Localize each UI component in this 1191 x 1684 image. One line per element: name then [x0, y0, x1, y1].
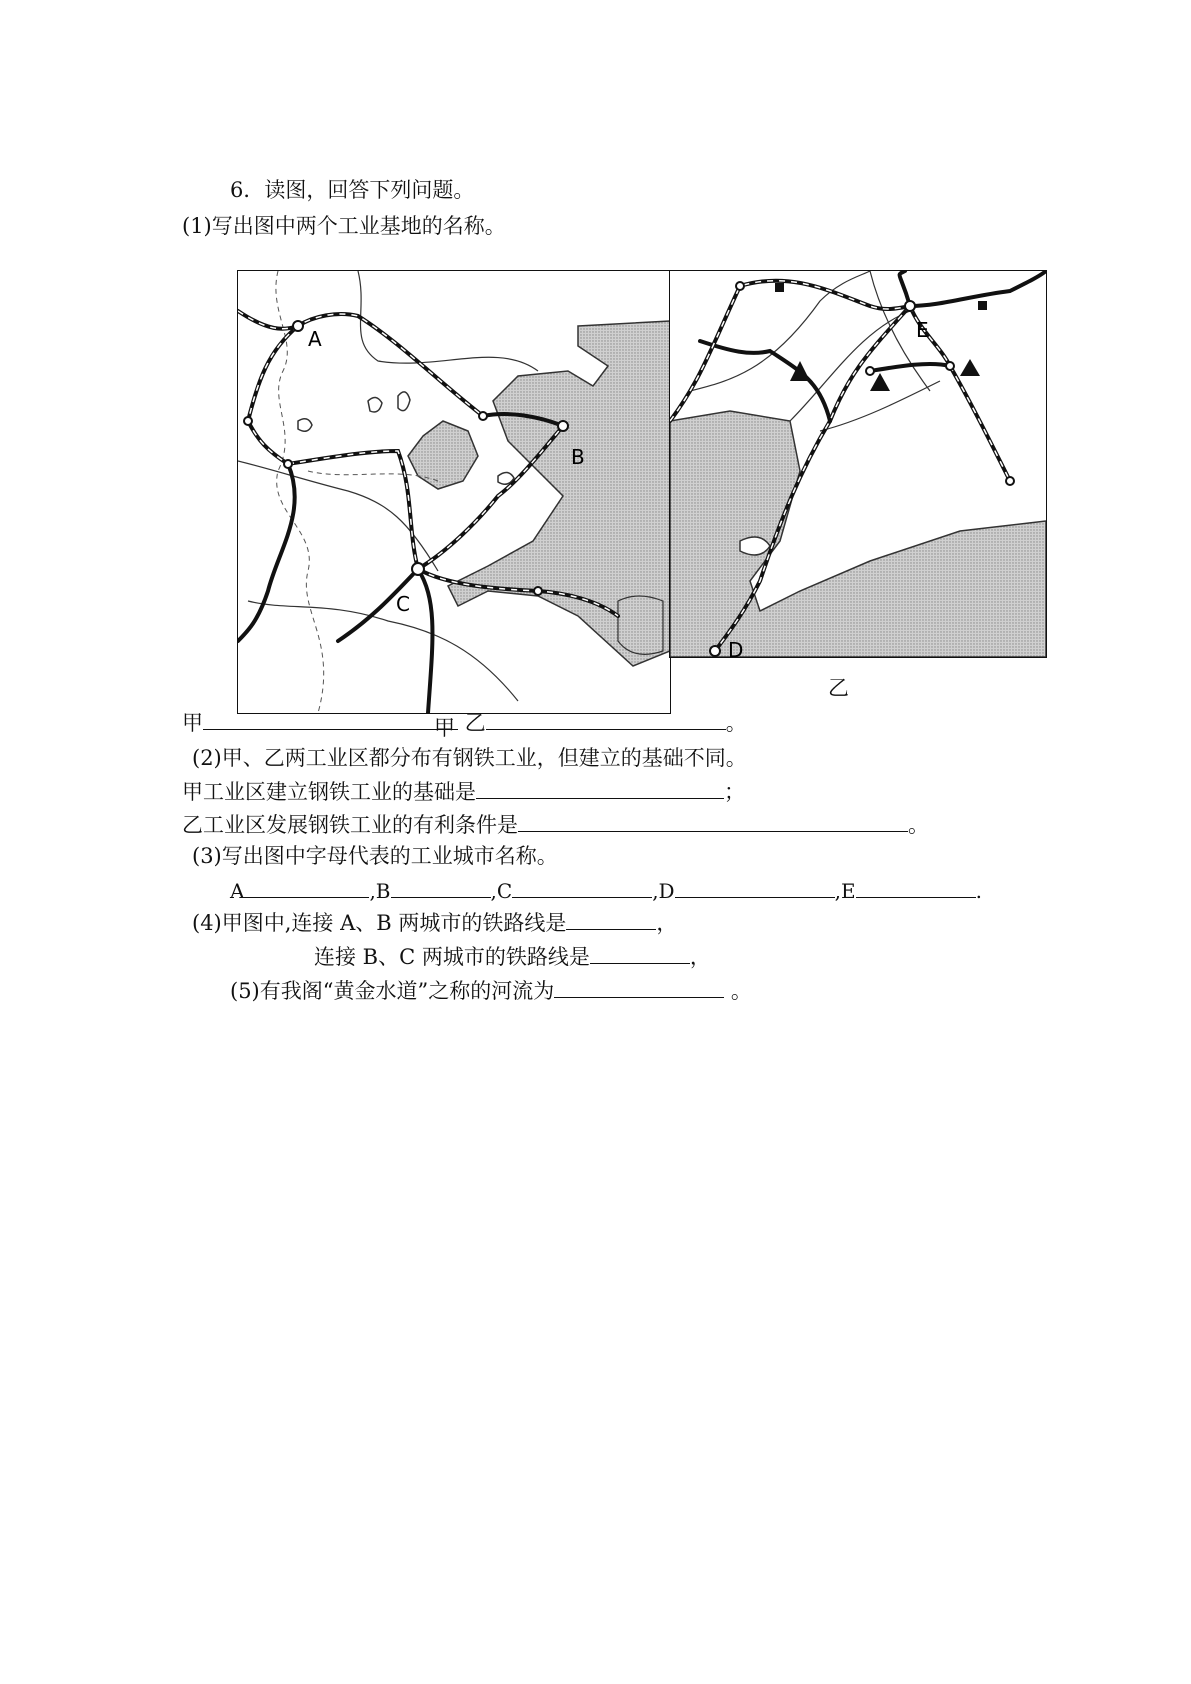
- q4-a-blank[interactable]: [566, 909, 656, 930]
- q3-d-blank[interactable]: [675, 877, 835, 898]
- q2-a-line: [182, 778, 745, 805]
- q3-b-blank[interactable]: [391, 877, 491, 898]
- city-D: [710, 646, 720, 656]
- q3-line: [230, 877, 982, 904]
- question-1: (1)写出图中两个工业基地的名称。: [182, 214, 506, 238]
- q3-a-blank[interactable]: [244, 877, 369, 898]
- q3-b-label: ,B: [369, 879, 391, 903]
- q1-end: 。: [725, 711, 747, 735]
- q2-b-blank[interactable]: [518, 811, 908, 832]
- q3-a-label: A: [230, 879, 245, 903]
- city-E: [905, 301, 915, 311]
- q5-line: [230, 977, 752, 1004]
- q3-d-label: ,D: [652, 879, 675, 903]
- q4-b-blank[interactable]: [590, 943, 690, 964]
- sea-area: [670, 411, 1046, 657]
- q2-a-end: ；: [724, 780, 745, 804]
- q2-a-label: 甲工业区建立钢铁工业的基础是: [182, 780, 476, 804]
- q4-a-line: [192, 909, 677, 936]
- question-2: (2)甲、乙两工业区都分布有钢铁工业，但建立的基础不同。: [192, 746, 747, 770]
- map-jia-graphic: [238, 271, 670, 713]
- q2-b-end: 。: [908, 813, 929, 837]
- question-3: (3)写出图中字母代表的工业城市名称。: [192, 844, 558, 868]
- map-label-C: C: [396, 592, 410, 616]
- q4-b-label: 连接 B、C 两城市的铁路线是: [314, 945, 590, 969]
- q1-answer-line: [182, 709, 747, 736]
- q3-c-blank[interactable]: [512, 877, 652, 898]
- q2-b-line: [182, 811, 929, 838]
- map-label-B: B: [571, 445, 585, 469]
- map-label-A: A: [308, 327, 322, 351]
- map-jia-caption: 甲: [434, 716, 455, 740]
- q1-yi-blank[interactable]: [486, 709, 726, 730]
- q4-a-end: ，: [656, 911, 678, 935]
- question-title: 6．读图，回答下列问题。: [230, 178, 475, 202]
- q5-blank[interactable]: [554, 977, 724, 998]
- lake: [408, 421, 478, 489]
- q5-end: 。: [730, 979, 752, 1003]
- q1-yi-label: 乙: [464, 711, 486, 735]
- city-A: [293, 321, 303, 331]
- map-label-D: D: [728, 638, 744, 657]
- q4-b-line: [314, 943, 711, 970]
- q1-jia-label: 甲: [182, 711, 203, 735]
- map-yi-caption: 乙: [828, 676, 849, 700]
- city-B: [558, 421, 568, 431]
- map-yi: [669, 270, 1047, 658]
- q3-e-label: ,E: [834, 879, 856, 903]
- q2-b-label: 乙工业区发展钢铁工业的有利条件是: [182, 813, 518, 837]
- q2-a-blank[interactable]: [476, 778, 724, 799]
- q4-b-end: ，: [689, 945, 711, 969]
- q5-label: (5)有我阁“黄金水道”之称的河流为: [230, 979, 555, 1003]
- q3-e-blank[interactable]: [856, 877, 976, 898]
- q4-a-label: (4)甲图中,连接 A、B 两城市的铁路线是: [192, 911, 567, 935]
- map-label-E: E: [916, 318, 929, 342]
- q3-end: .: [975, 879, 982, 903]
- map-yi-graphic: [670, 271, 1046, 657]
- map-jia: [237, 270, 671, 714]
- q3-c-label: ,C: [490, 879, 513, 903]
- q1-jia-blank[interactable]: [203, 709, 458, 730]
- city-C: [412, 563, 424, 575]
